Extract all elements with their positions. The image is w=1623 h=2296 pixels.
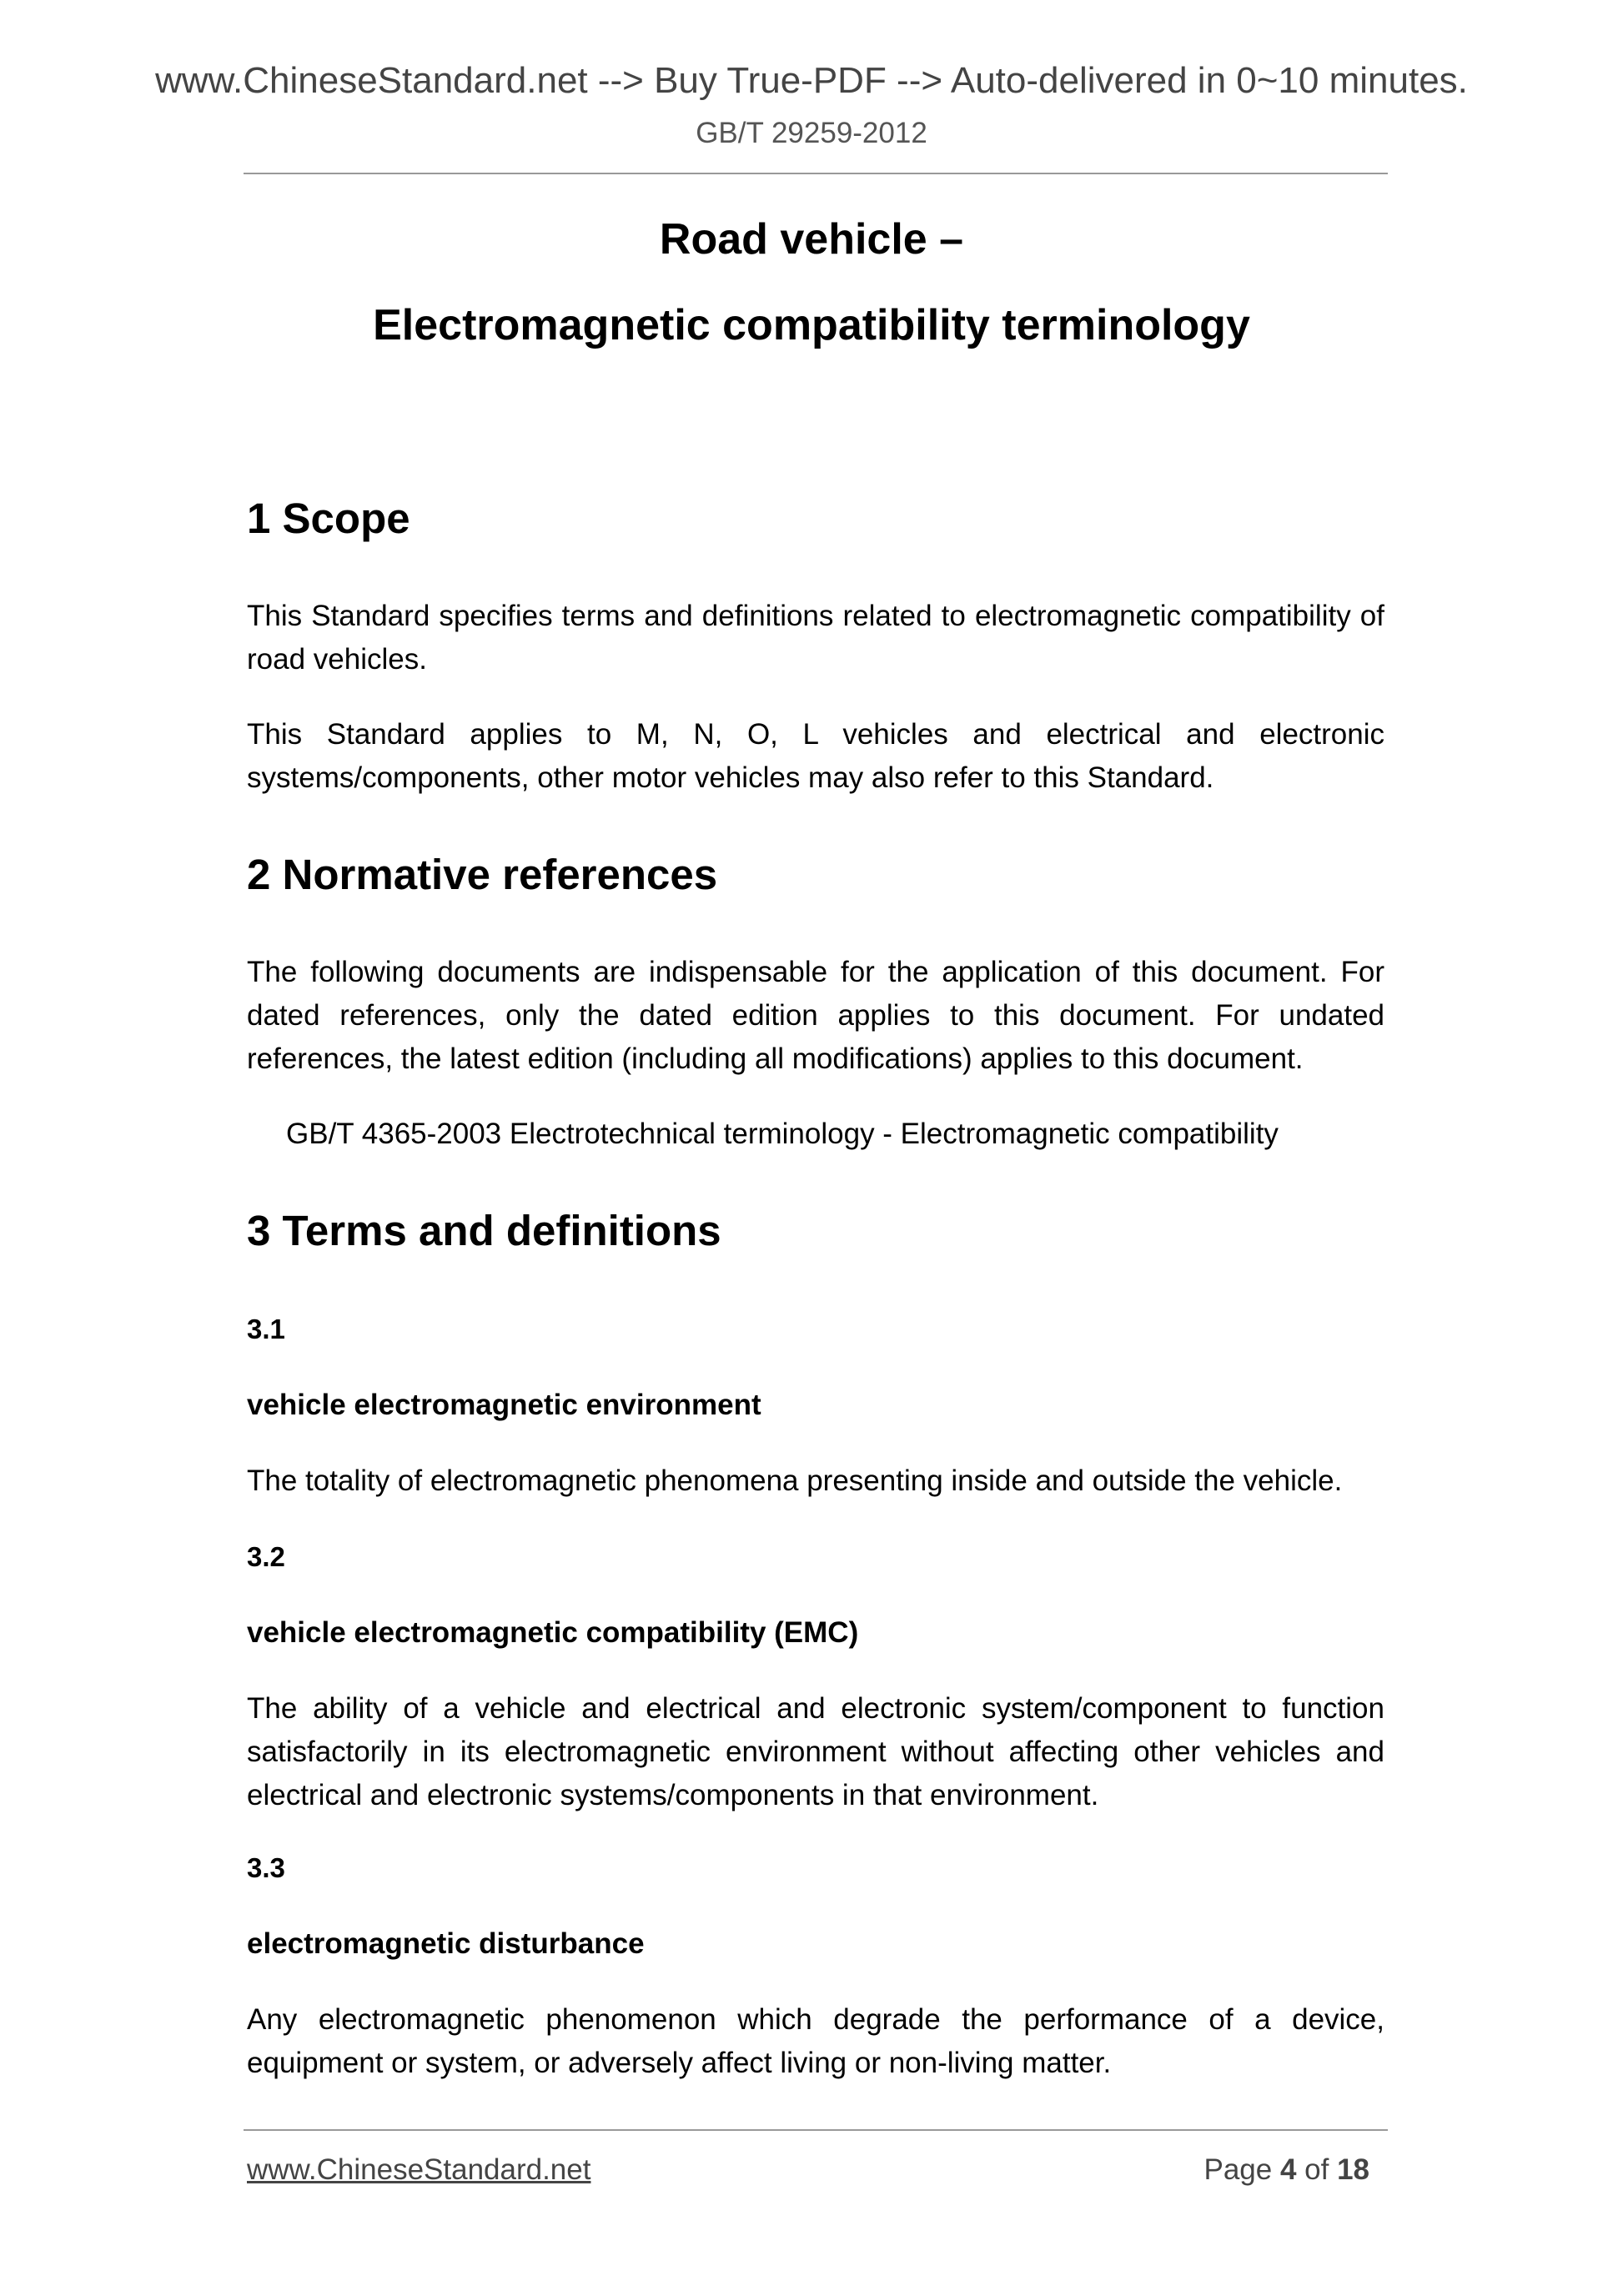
term-definition: The totality of electromagnetic phenomena presenting inside and outside the vehicle. (247, 1465, 1343, 1497)
doc-title-line2: Electromagnetic compatibility terminology (373, 301, 1250, 349)
standard-code: GB/T 29259-2012 (696, 117, 927, 149)
footer-divider (244, 2129, 1388, 2131)
term-definition: The ability of a vehicle and electrical and electronic system/component to function satisfactorily in its electromagnetic environment without affecting other vehicles and electrical and electronic systems/components in that environment. (247, 1692, 1384, 1811)
normative-reference-item: GB/T 4365-2003 Electrotechnical terminology - Electromagnetic compatibility (286, 1118, 1279, 1150)
header-banner: www.ChineseStandard.net --> Buy True-PDF --> Auto-delivered in 0~10 minutes. (155, 60, 1468, 101)
clause-number: 3.2 (247, 1541, 285, 1572)
term-definition: Any electromagnetic phenomenon which degrade the performance of a device, equipment or system, or adversely affect living or non-living matter. (247, 2003, 1384, 2079)
clause-number: 3.1 (247, 1314, 285, 1344)
footer-site-link[interactable]: www.ChineseStandard.net (247, 2153, 591, 2186)
scope-paragraph-1: This Standard specifies terms and definitions related to electromagnetic compatibility of road vehicles. (247, 600, 1384, 676)
page-current: 4 (1279, 2153, 1297, 2186)
term-name: electromagnetic disturbance (247, 1927, 645, 1960)
page-of: of (1296, 2153, 1338, 2186)
section-heading-scope: 1 Scope (247, 495, 410, 542)
clause-number: 3.3 (247, 1852, 285, 1883)
term-name: vehicle electromagnetic compatibility (EMC) (247, 1616, 859, 1649)
term-name: vehicle electromagnetic environment (247, 1389, 761, 1421)
scope-paragraph-2: This Standard applies to M, N, O, L vehicles and electrical and electronic systems/components, other motor vehicles may also refer to this Standard. (247, 718, 1384, 794)
section-heading-normative: 2 Normative references (247, 851, 718, 898)
normative-paragraph: The following documents are indispensable for the application of this document. For dated references, only the dated edition applies to this document. For undated references, the latest edition (including all modifications) applies to this document. (247, 956, 1384, 1075)
header-divider (244, 173, 1388, 174)
page-total: 18 (1337, 2153, 1369, 2186)
page-prefix: Page (1203, 2153, 1280, 2186)
page-indicator (1203, 2153, 1369, 2187)
section-heading-terms: 3 Terms and definitions (247, 1207, 721, 1254)
doc-title-line1: Road vehicle – (659, 215, 964, 264)
